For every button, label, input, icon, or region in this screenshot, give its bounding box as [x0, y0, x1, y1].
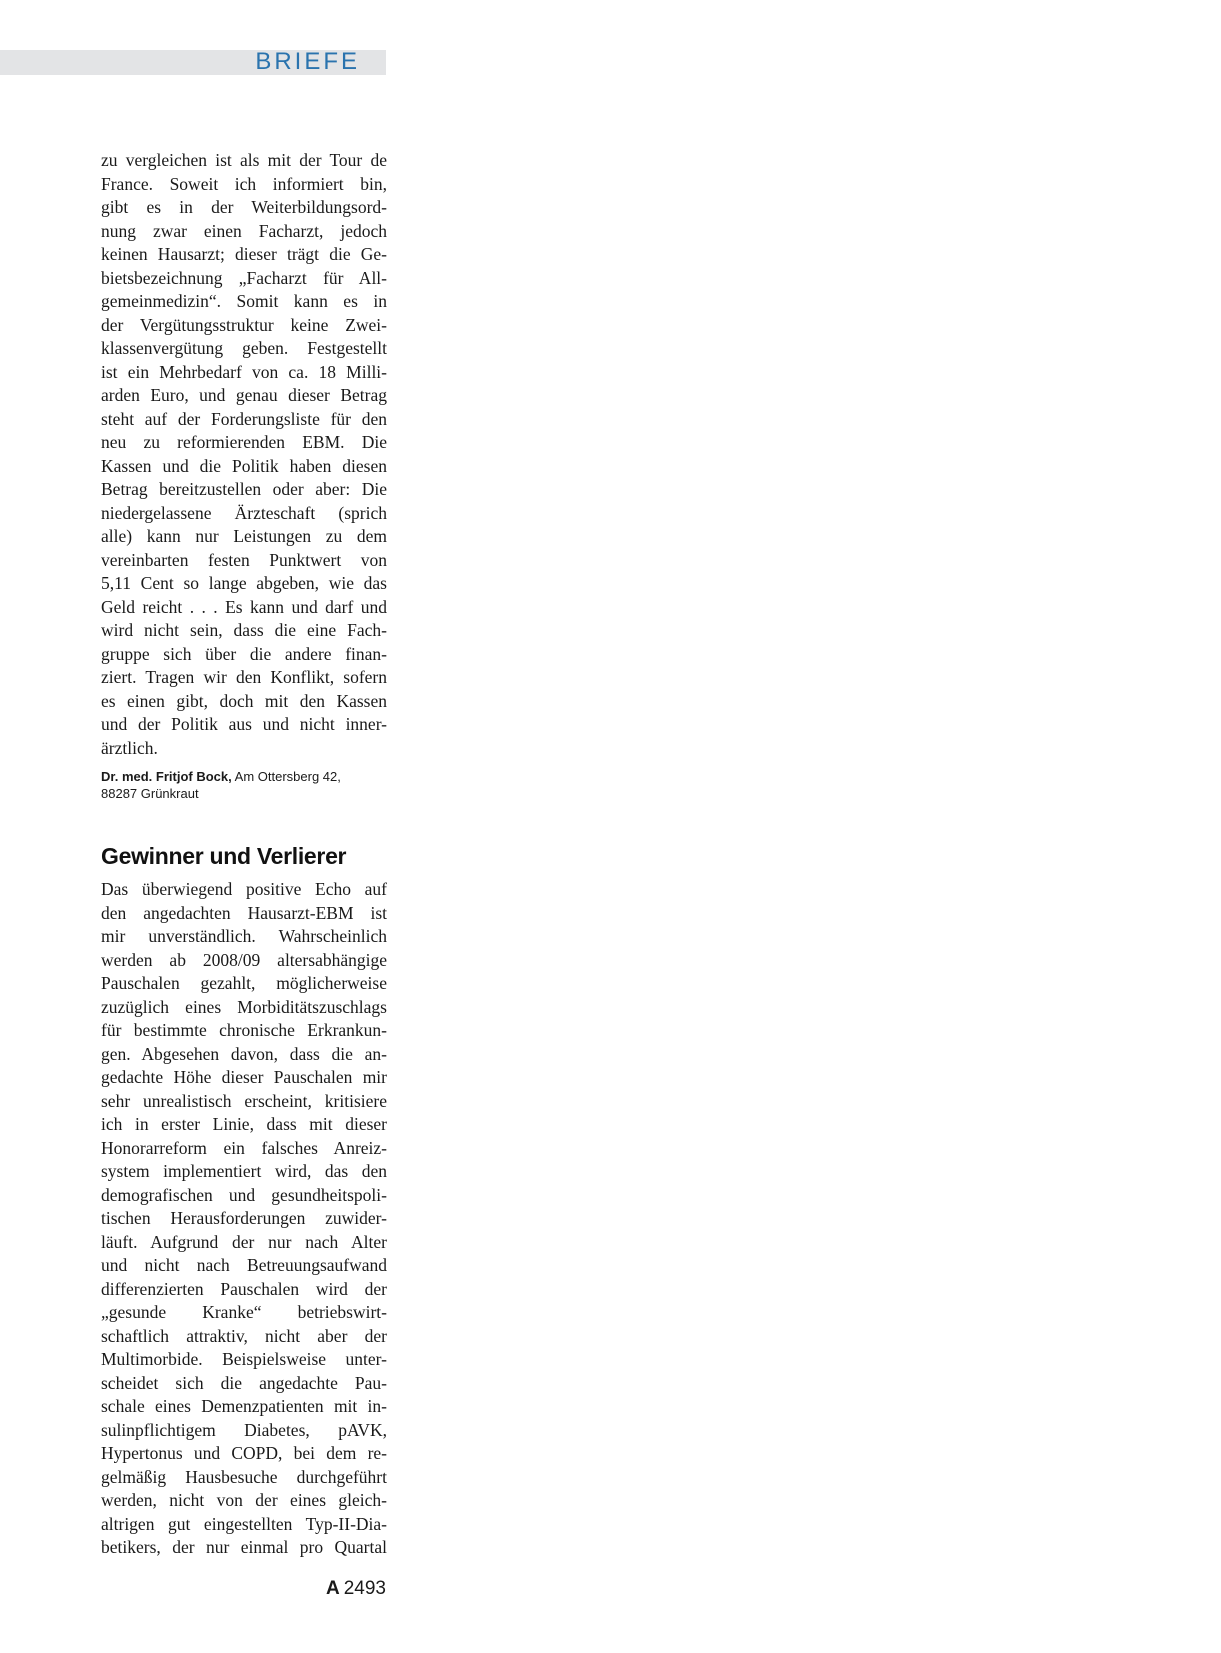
text-line: tischen Herausforderungen zuwider-	[101, 1208, 387, 1228]
text-line: schaftlich attraktiv, nicht aber der	[101, 1325, 387, 1346]
letter-2-heading: Gewinner und Verlierer	[101, 843, 347, 869]
page-prefix: A	[325, 1578, 340, 1599]
text-line: klassenvergütung geben. Festgestellt	[101, 338, 387, 358]
text-line: und der Politik aus und nicht inner-	[101, 714, 387, 734]
text-line: zu vergleichen ist als mit der Tour de	[101, 150, 387, 170]
text-line: steht auf der Forderungsliste für den	[101, 408, 387, 429]
text-line: bietsbezeichnung „Facharzt für All-	[101, 267, 387, 288]
text-line: demografischen und gesundheitspoli-	[101, 1184, 387, 1205]
text-line: sulinpflichtigem Diabetes, pAVK,	[101, 1419, 387, 1440]
page-number	[326, 1578, 386, 1600]
author-city: 88287 Grünkraut	[101, 786, 199, 801]
letter-1-signature	[101, 768, 387, 802]
text-line: Multimorbide. Beispielsweise unter-	[101, 1349, 387, 1369]
page-number-value: 2493	[343, 1578, 386, 1599]
text-line: für bestimmte chronische Erkrankun-	[101, 1020, 387, 1040]
text-line: gemeinmedizin“. Somit kann es in	[101, 291, 387, 311]
text-line: ich in erster Linie, dass mit dieser	[101, 1114, 387, 1134]
text-line: schale eines Demenzpatienten mit in-	[101, 1396, 387, 1416]
text-line: werden ab 2008/09 altersabhängige	[101, 949, 387, 970]
text-line: den angedachten Hausarzt-EBM ist	[101, 902, 387, 923]
text-line: gedachte Höhe dieser Pauschalen mir	[101, 1067, 387, 1087]
text-line: läuft. Aufgrund der nur nach Alter	[101, 1231, 387, 1252]
letter-1-text	[101, 149, 387, 760]
text-line: der Vergütungsstruktur keine Zwei-	[101, 314, 387, 335]
text-line: Geld reicht . . . Es kann und darf und	[101, 596, 387, 617]
text-line: werden, nicht von der eines gleich-	[101, 1490, 387, 1510]
text-line: gelmäßig Hausbesuche durchgeführt	[101, 1466, 387, 1487]
text-line: Das überwiegend positive Echo auf	[101, 879, 387, 899]
letter-1-body	[101, 149, 387, 802]
text-line: ziert. Tragen wir den Konflikt, sofern	[101, 667, 387, 687]
text-line: system implementiert wird, das den	[101, 1161, 387, 1181]
text-line: ist ein Mehrbedarf von ca. 18 Milli-	[101, 361, 387, 382]
text-line: niedergelassene Ärzteschaft (sprich	[101, 502, 387, 523]
text-line: sehr unrealistisch erscheint, kritisiere	[101, 1090, 387, 1111]
text-line: gibt es in der Weiterbildungsord-	[101, 197, 387, 217]
text-line: altrigen gut eingestellten Typ-II-Dia-	[101, 1513, 387, 1534]
text-line: mir unverständlich. Wahrscheinlich	[101, 926, 387, 946]
text-line: „gesunde Kranke“ betriebswirt-	[101, 1302, 387, 1322]
text-line: Hypertonus und COPD, bei dem re-	[101, 1443, 387, 1463]
text-line: es einen gibt, doch mit den Kassen	[101, 690, 387, 711]
text-line: keinen Hausarzt; dieser trägt die Ge-	[101, 244, 387, 264]
text-line: wird nicht sein, dass die eine Fach-	[101, 620, 387, 640]
text-line: Pauschalen gezahlt, möglicherweise	[101, 973, 387, 993]
text-line: France. Soweit ich informiert bin,	[101, 173, 387, 194]
text-line: Betrag bereitzustellen oder aber: Die	[101, 479, 387, 499]
text-line: ärztlich.	[101, 737, 158, 758]
text-line: arden Euro, und genau dieser Betrag	[101, 385, 387, 405]
text-line: betikers, der nur einmal pro Quartal	[101, 1537, 387, 1557]
text-line: neu zu reformierenden EBM. Die	[101, 432, 387, 452]
text-line: zuzüglich eines Morbiditätszuschlags	[101, 996, 387, 1017]
text-line: Kassen und die Politik haben diesen	[101, 455, 387, 476]
text-line: gruppe sich über die andere finan-	[101, 643, 387, 664]
text-line: alle) kann nur Leistungen zu dem	[101, 526, 387, 546]
author-name: Dr. med. Fritjof Bock,	[101, 769, 232, 784]
text-line: 5,11 Cent so lange abgeben, wie das	[101, 573, 387, 593]
text-line: vereinbarten festen Punktwert von	[101, 549, 387, 570]
text-line: und nicht nach Betreuungsaufwand	[101, 1255, 387, 1275]
letter-2-body	[101, 878, 387, 1560]
text-line: nung zwar einen Facharzt, jedoch	[101, 220, 387, 241]
section-title: BRIEFE	[255, 48, 360, 75]
section-header-bar	[0, 50, 386, 75]
text-line: gen. Abgesehen davon, dass die an-	[101, 1043, 387, 1064]
text-line: Honorarreform ein falsches Anreiz-	[101, 1137, 387, 1158]
text-line: differenzierten Pauschalen wird der	[101, 1278, 387, 1299]
author-address: Am Ottersberg 42,	[231, 769, 341, 784]
text-line: scheidet sich die angedachte Pau-	[101, 1372, 387, 1393]
